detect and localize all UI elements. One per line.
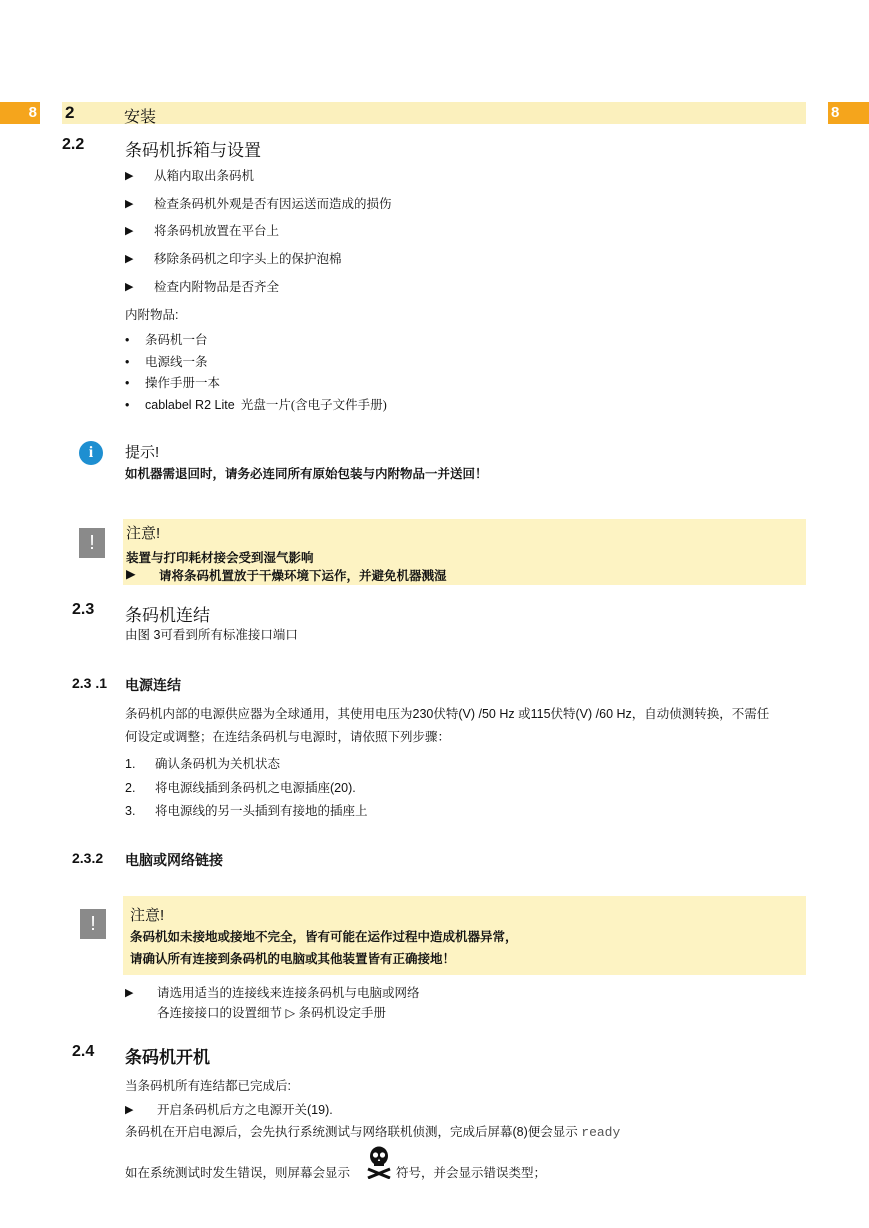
chapter-number: 2 [65, 103, 75, 122]
hint-title: 提示! [125, 444, 160, 461]
section-2-3-1-number: 2.3 .1 [72, 675, 108, 691]
section-2-2-title: 条码机拆箱与设置 [125, 141, 261, 160]
arrow-icon: ▶ [125, 170, 134, 182]
info-icon: i [79, 441, 103, 465]
arrow-icon: ▶ [125, 1104, 134, 1116]
arrow-icon: ▶ [125, 253, 134, 265]
product-name: cablabel R2 Lite [145, 398, 235, 412]
caution-title: 注意! [130, 907, 165, 924]
caution-line: 请确认所有连接到条码机的电脑或其他装置皆有正确接地！ [130, 952, 456, 966]
arrow-icon: ▶ [125, 987, 134, 999]
section-2-3-1-title: 电源连结 [125, 677, 181, 693]
chapter-header [62, 102, 806, 124]
arrow-icon: ▶ [125, 198, 134, 210]
section-2-3-2-title: 电脑或网络链接 [125, 852, 223, 868]
caution-box-humidity [123, 519, 806, 585]
caution-box-grounding [123, 896, 806, 975]
error-paragraph-end: 符号，并会显示错误类型； [396, 1166, 547, 1180]
section-2-3-desc: 由图 3可看到所有标准接口端口 [125, 628, 298, 642]
power-on-paragraph: 条码机在开启电源后，会先执行系统测试与网络联机侦测，完成后屏幕(8)便会显示 ready [125, 1125, 621, 1140]
warning-icon: ! [80, 909, 106, 939]
caution-title: 注意! [126, 525, 161, 542]
caution-line: 条码机如未接地或接地不完全，皆有可能在运作过程中造成机器异常， [130, 930, 518, 944]
arrow-icon: ▶ [125, 225, 134, 237]
error-paragraph: 如在系统测试时发生错误，则屏幕会显示 [125, 1166, 351, 1180]
warning-icon: ! [79, 528, 105, 558]
ready-display-text: ready [581, 1125, 621, 1140]
caution-line: 请将条码机置放于干燥环境下运作，并避免机器溅湿 [159, 569, 447, 583]
bullet-icon: • [125, 376, 130, 390]
section-2-4-title: 条码机开机 [125, 1048, 210, 1067]
section-2-3-number: 2.3 [72, 601, 95, 618]
section-2-4-number: 2.4 [72, 1043, 95, 1060]
skull-crossbones-icon [366, 1145, 392, 1179]
hint-text: 如机器需退回时，请务必连同所有原始包装与内附物品一并送回！ [125, 467, 488, 481]
bullet-icon: • [125, 398, 130, 412]
connect-reference: 各连接接口的设置细节 ▷ 条码机设定手册 [157, 1006, 387, 1020]
arrow-icon: ▶ [125, 281, 134, 293]
arrow-icon: ▶ [126, 567, 136, 581]
bullet-icon: • [125, 333, 130, 347]
bullet-icon: • [125, 355, 130, 369]
page-number-left: 8 [0, 102, 40, 124]
section-2-3-title: 条码机连结 [125, 606, 210, 625]
power-on-intro: 当条码机所有连结都已完成后: [125, 1079, 291, 1093]
power-paragraph-line1: 条码机内部的电源供应器为全球通用，其使用电压为230伏特(V) /50 Hz 或115伏特(V) /60 Hz，自动侦测转换，不需任 [125, 707, 770, 721]
caution-line: 装置与打印耗材接会受到湿气影响 [126, 551, 314, 565]
page-number-right: 8 [828, 102, 869, 124]
chapter-title: 安装 [124, 109, 157, 126]
section-2-2-number: 2.2 [62, 136, 85, 153]
power-paragraph-line2: 何设定或调整；在连结条码机与电源时，请依照下列步骤： [125, 730, 451, 744]
included-items-label: 内附物品: [125, 308, 179, 322]
section-2-3-2-number: 2.3.2 [72, 850, 104, 866]
